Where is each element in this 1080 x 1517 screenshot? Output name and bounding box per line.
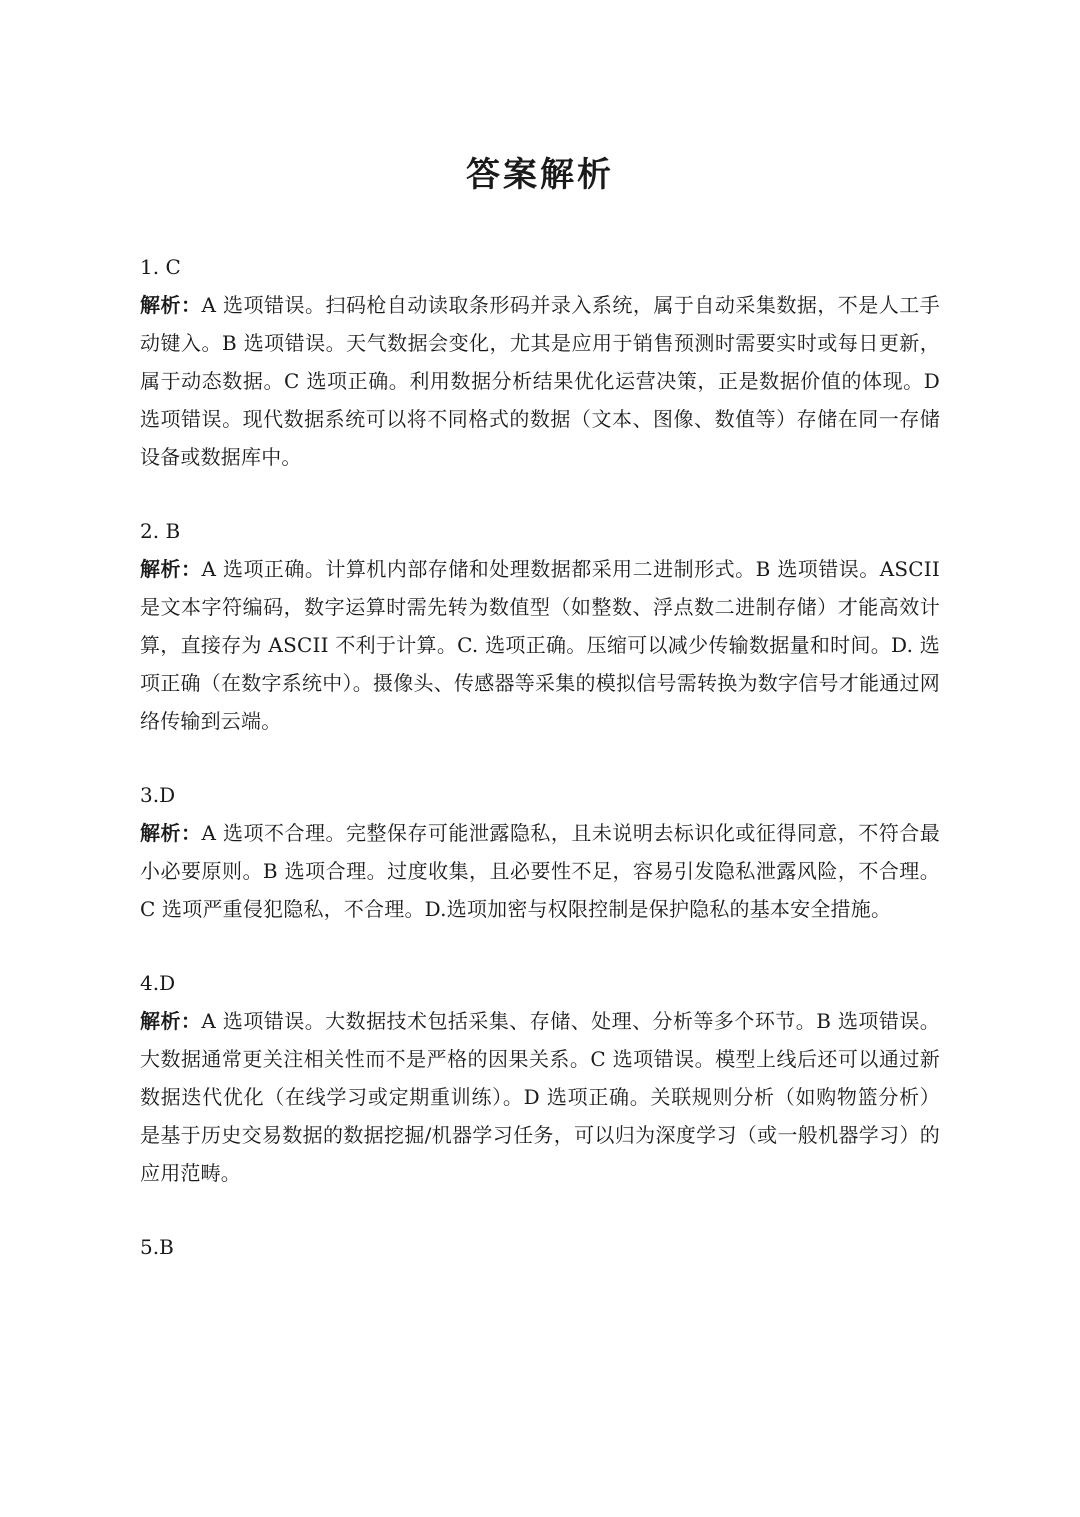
- explanation-text: A 选项正确。计算机内部存储和处理数据都采用二进制形式。B 选项错误。ASCII 是文本字符编码，数字运算时需先转为数值型（如整数、浮点数二进制存储）才能高效计算，直接存为 ASCII 不利于计算。C. 选项正确。压缩可以减少传输数据量和时间。D. 选项正确（在数字系统中）。摄像头、传感器等采集的模拟信号需转换为数字信号才能通过网络传输到云端。: [140, 557, 940, 733]
- answer-number: 2. B: [140, 519, 181, 543]
- explanation-label: 解析：: [140, 821, 202, 845]
- answer-number: 1. C: [140, 255, 181, 279]
- explanation-text: A 选项错误。扫码枪自动读取条形码并录入系统，属于自动采集数据，不是人工手动键入。B 选项错误。天气数据会变化，尤其是应用于销售预测时需要实时或每日更新，属于动态数据。C 选项正确。利用数据分析结果优化运营决策，正是数据价值的体现。D 选项错误。现代数据系统可以将不同格式的数据（文本、图像、数值等）存储在同一存储设备或数据库中。: [140, 293, 940, 469]
- explanation-text: A 选项不合理。完整保存可能泄露隐私，且未说明去标识化或征得同意，不符合最小必要原则。B 选项合理。过度收集，且必要性不足，容易引发隐私泄露风险，不合理。C 选项严重侵犯隐私，不合理。D.选项加密与权限控制是保护隐私的基本安全措施。: [140, 821, 940, 921]
- explanation-label: 解析：: [140, 293, 202, 317]
- explanation-text: A 选项错误。大数据技术包括采集、存储、处理、分析等多个环节。B 选项错误。大数据通常更关注相关性而不是严格的因果关系。C 选项错误。模型上线后还可以通过新数据迭代优化（在线学习或定期重训练）。D 选项正确。关联规则分析（如购物篮分析）是基于历史交易数据的数据挖掘/机器学习任务，可以归为深度学习（或一般机器学习）的应用范畴。: [140, 1009, 940, 1185]
- answer-item-2: [140, 512, 940, 740]
- answer-list: [140, 248, 940, 1302]
- answer-explanation: [140, 1002, 940, 1192]
- answer-explanation: [140, 814, 940, 928]
- answer-item-1: [140, 248, 940, 476]
- page-title: 答案解析: [466, 155, 614, 195]
- answer-number: 3.D: [140, 783, 176, 807]
- explanation-label: 解析：: [140, 557, 202, 581]
- answer-explanation: [140, 550, 940, 740]
- answer-item-5: [140, 1228, 940, 1266]
- answer-number: 4.D: [140, 971, 176, 995]
- answer-item-3: [140, 776, 940, 928]
- answer-item-4: [140, 964, 940, 1192]
- explanation-label: 解析：: [140, 1009, 202, 1033]
- answer-number: 5.B: [140, 1235, 174, 1259]
- answer-explanation: [140, 286, 940, 476]
